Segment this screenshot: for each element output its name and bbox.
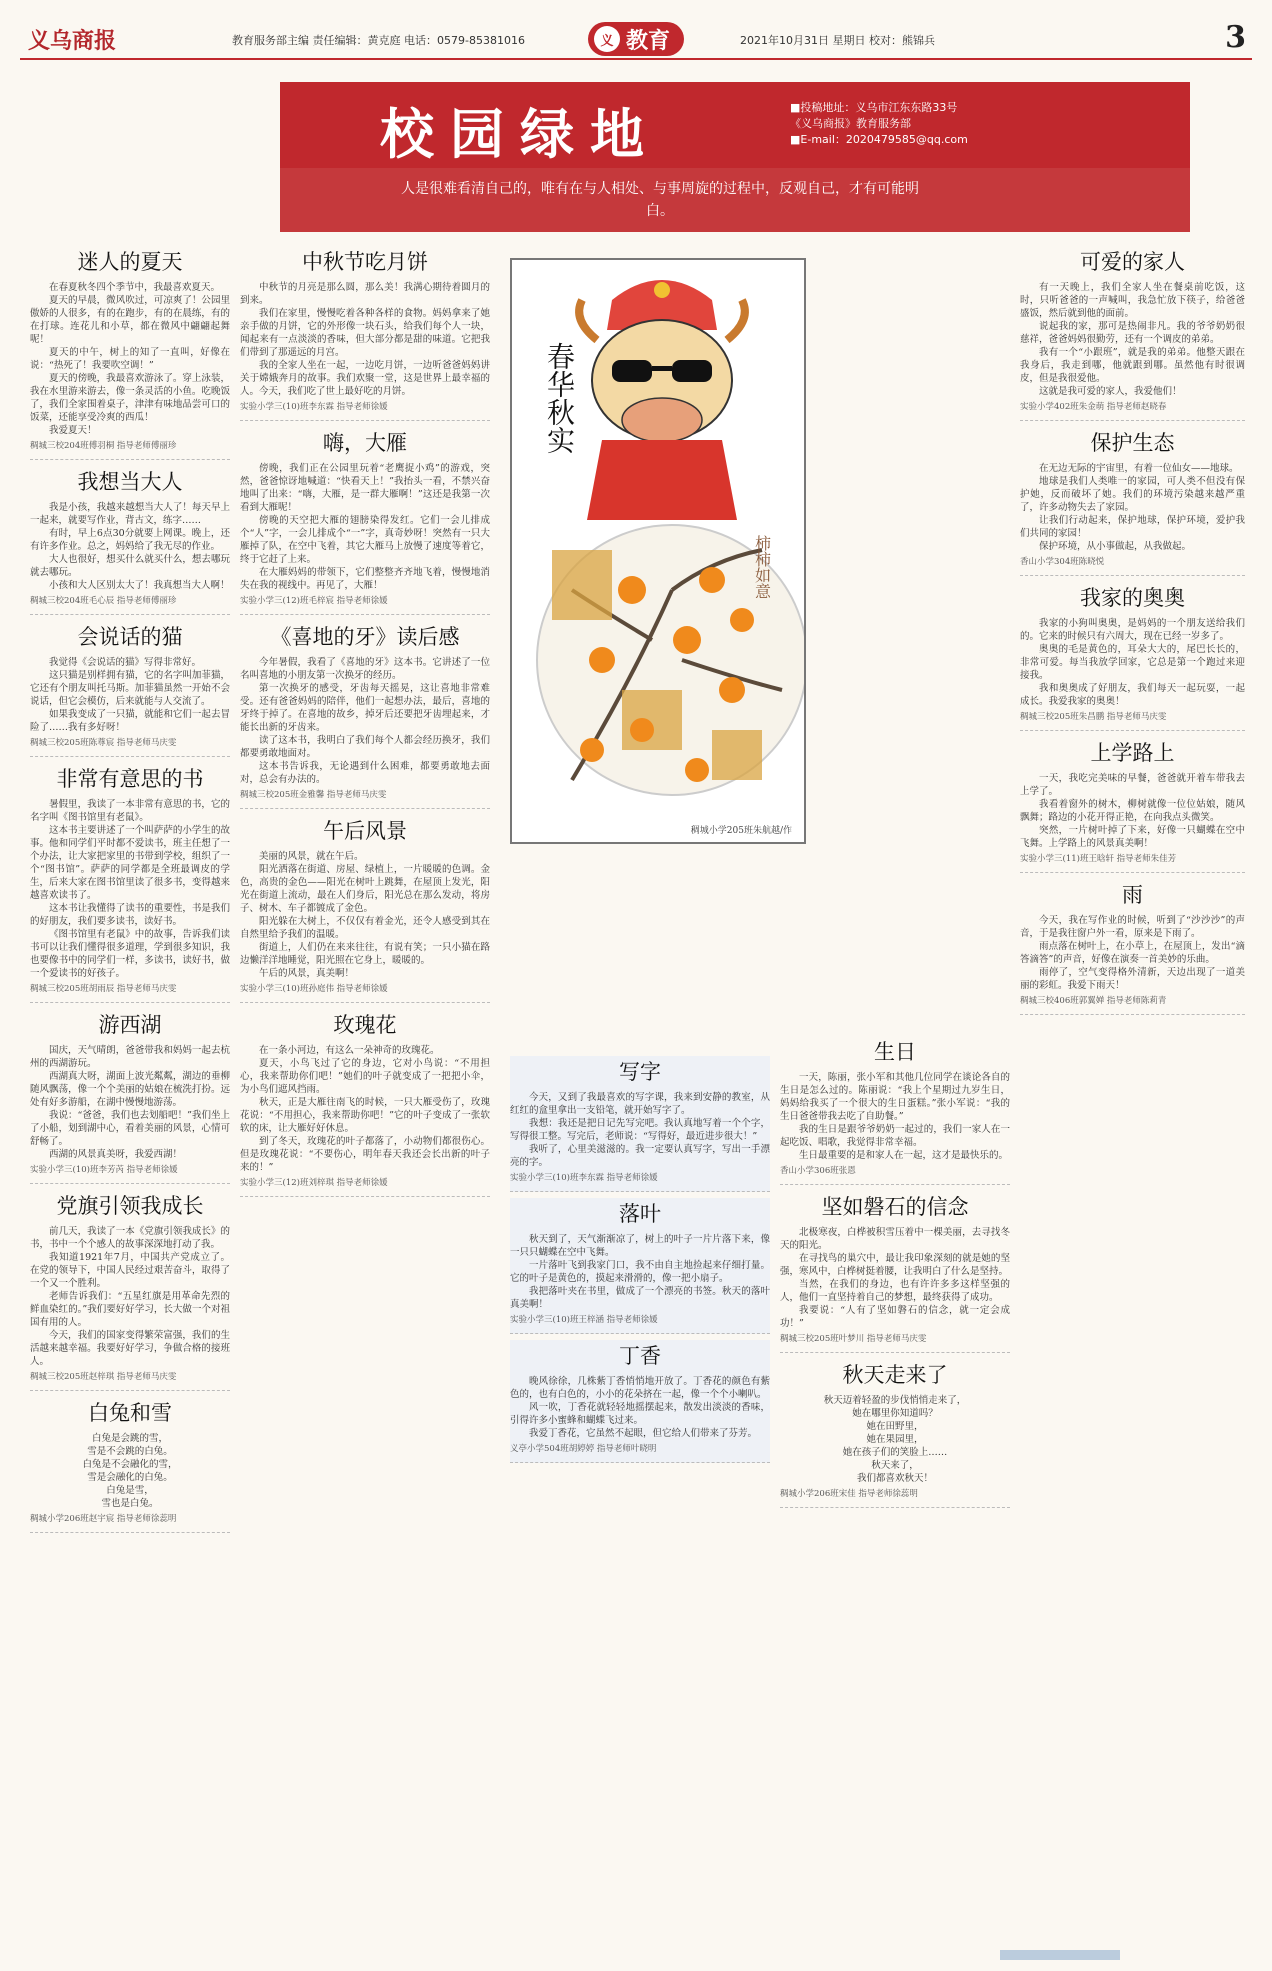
column-3 <box>510 1050 770 1469</box>
article-title: 迷人的夏天 <box>77 250 183 274</box>
article-b4 <box>240 815 490 1003</box>
article-byline: 实验小学402班朱金萌 指导老师赵晓春 <box>1020 402 1167 412</box>
page-header <box>20 20 1252 60</box>
article-title: 可爱的家人 <box>1080 250 1185 274</box>
article-c3 <box>510 1340 770 1463</box>
article-byline: 实验小学三(10)班李东霖 指导老师徐媛 <box>240 402 388 412</box>
section-badge <box>588 22 684 56</box>
paper-name: 义乌商报 <box>28 28 117 54</box>
article-paragraph: 在大雁妈妈的带领下，它们整整齐齐地飞着，慢慢地消失在我的视线中。再见了，大雁！ <box>240 567 490 591</box>
article-paragraph: 我想：我还是把日记先写完吧。我认真地写着一个个字，写得很工整。写完后，老师说：“写得好，最近进步很大！” <box>510 1118 770 1142</box>
article-paragraph: 我知道1921年7月，中国共产党成立了。在党的领导下，中国人民经过艰苦奋斗，取得了一个又一个胜利。 <box>30 1252 230 1289</box>
article-byline: 稠城三校204班傅羽桐 指导老师傅丽珍 <box>30 441 177 451</box>
article-paragraph: 当然，在我们的身边，也有许许多多这样坚强的人，他们一直坚持着自己的梦想，最终获得了成功。 <box>780 1279 1010 1303</box>
article-a4 <box>30 763 230 1003</box>
article-paragraph: 夏天的早晨，微风吹过，可凉爽了！公园里傲娇的人很多，有的在跑步，有的在晨练，有的在打球。连花儿和小草，都在微风中翩翩起舞呢！ <box>30 295 230 345</box>
article-title: 会说话的猫 <box>77 625 183 649</box>
article-byline: 稠城三校205班叶梦川 指导老师马庆雯 <box>780 1334 927 1344</box>
article-title: 上学路上 <box>1090 741 1175 765</box>
article-title: 生日 <box>874 1040 916 1064</box>
article-title: 秋天走来了 <box>842 1363 948 1387</box>
illustration-title: 春华秋实 <box>543 342 576 454</box>
article-byline: 稠城三校205班朱昌鹏 指导老师马庆雯 <box>1020 712 1167 722</box>
article-paragraph: 有一天晚上，我们全家人坐在餐桌前吃饭，这时，只听爸爸的一声喊叫，我急忙放下筷子，给爸爸盛饭，然后就到他的面前。 <box>1020 282 1245 319</box>
article-byline: 实验小学三(10)班王梓涵 指导老师徐媛 <box>510 1315 658 1325</box>
article-byline: 稠城小学206班赵宇宸 指导老师徐蕊明 <box>30 1514 177 1524</box>
column-4 <box>780 1030 1010 1514</box>
article-paragraph: 一片落叶飞到我家门口，我不由自主地捡起来仔细打量。它的叶子是黄色的，摸起来滑滑的，像一把小扇子。 <box>510 1260 770 1284</box>
article-paragraph: 老师告诉我们：“五星红旗是用革命先烈的鲜血染红的。”我们要好好学习，长大做一个对祖国有用的人。 <box>30 1291 230 1328</box>
article-paragraph: 这本书让我懂得了读书的重要性，书是我们的好朋友，我们要多读书，读好书。 <box>30 903 230 927</box>
article-paragraph: 一天，我吃完美味的早餐，爸爸就开着车带我去上学了。 <box>1020 773 1245 797</box>
illustration-panel <box>510 258 806 844</box>
article-paragraph: 我说：“爸爸，我们也去划船吧！”我们坐上了小船，划到湖中心，看着美丽的风景，心情可舒畅了。 <box>30 1110 230 1147</box>
article-paragraph: 晚风徐徐，几株紫丁香悄悄地开放了。丁香花的颜色有紫色的，也有白色的，小小的花朵挤在一起，像一个个小喇叭。 <box>510 1376 770 1400</box>
article-paragraph: 我把落叶夹在书里，做成了一个漂亮的书签。秋天的落叶真美啊！ <box>510 1286 770 1310</box>
article-title: 保护生态 <box>1090 431 1175 455</box>
article-title: 玫瑰花 <box>333 1013 397 1037</box>
article-byline: 实验小学三(10)班李东霖 指导老师徐媛 <box>510 1173 658 1183</box>
article-paragraph: 我觉得《会说话的猫》写得非常好。 <box>49 657 202 668</box>
article-paragraph: 地球是我们人类唯一的家园，可人类不但没有保护她，反而破坏了她。我们的环境污染越来越严重了，许多动物失去了家园。 <box>1020 476 1245 513</box>
article-e4 <box>1020 737 1245 873</box>
article-paragraph: 小孩和大人区别太大了！我真想当大人啊！ <box>49 580 230 591</box>
article-paragraph: 说起我的家，那可是热闹非凡。我的爷爷奶奶很慈祥，爸爸妈妈很勤劳，还有一个调皮的弟弟。 <box>1020 321 1245 345</box>
article-title: 嗨，大雁 <box>323 431 407 455</box>
article-title: 我想当大人 <box>77 470 183 494</box>
article-paragraph: 这本书主要讲述了一个叫萨萨的小学生的故事。他和同学们平时都不爱读书，班主任想了一个办法，让大家把家里的书带到学校，组织了一个“图书馆”。萨萨的同学都是全班最调皮的学生，后来大家在图书馆里读了很多书，变得越来越喜欢读书了。 <box>30 825 230 901</box>
article-paragraph: 雪也是白兔。 <box>101 1498 159 1509</box>
article-paragraph: 阳光洒落在街道、房屋、绿植上，一片暖暖的色调。金色，高贵的金色——阳光在树叶上跳舞，在屋顶上发光，阳光在街道上流动，最在人们身后，阳光总在那么发动，将房子、树木、车子都镀成了金色。 <box>240 864 490 914</box>
article-byline: 稠城小学206班宋佳 指导老师徐蕊明 <box>780 1489 918 1499</box>
article-title: 党旗引领我成长 <box>56 1194 204 1218</box>
article-paragraph: 奥奥的毛是黄色的，耳朵大大的，尾巴长长的，非常可爱。每当我放学回家，它总是第一个跑过来迎接我。 <box>1020 644 1245 681</box>
article-paragraph: 这只猫是别样拥有猫，它的名字叫加菲猫，它还有个朋友叫托马斯。加菲猫虽然一开始不会说话，但它会模仿，后来就能与人交流了。 <box>30 670 230 707</box>
section-label: 教育 <box>626 28 671 54</box>
column-5 <box>1020 240 1245 1021</box>
article-paragraph: 我是小孩，我越来越想当大人了！每天早上一起来，就要写作业，背古文，练字…… <box>30 502 230 526</box>
article-paragraph: 她在田野里， <box>866 1421 924 1432</box>
article-paragraph: 秋天来了， <box>871 1460 919 1471</box>
article-paragraph: 雪是不会跳的白兔。 <box>87 1446 173 1457</box>
article-paragraph: 她在孩子们的笑脸上…… <box>842 1447 948 1458</box>
article-paragraph: 我的全家人坐在一起，一边吃月饼，一边听爸爸妈妈讲关于嫦娥奔月的故事。我们欢聚一堂，这是世界上最幸福的人。今天，我们吃了世上最好吃的月饼。 <box>240 360 490 397</box>
article-paragraph: 夏天的傍晚，我最喜欢游泳了。穿上泳装，我在水里游来游去，像一条灵活的小鱼。吃晚饭了，我们全家围着桌子，津津有味地品尝可口的饭菜，还能享受冷爽的西瓜！ <box>30 373 230 423</box>
article-paragraph: 白兔是会跳的雪， <box>91 1433 168 1444</box>
article-paragraph: 我要说：“人有了坚如磐石的信念，就一定会成功！” <box>780 1305 1010 1329</box>
article-b2 <box>240 427 490 615</box>
article-paragraph: 前几天，我读了一本《党旗引领我成长》的书，书中一个个感人的故事深深地打动了我。 <box>30 1226 230 1250</box>
article-title: 我家的奥奥 <box>1080 586 1185 610</box>
article-paragraph: 中秋节的月亮是那么圆，那么美！我满心期待着圆月的到来。 <box>240 282 490 306</box>
article-byline: 实验小学三(10)班孙庭伟 指导老师徐媛 <box>240 984 388 994</box>
article-paragraph: 秋天到了，天气渐渐凉了，树上的叶子一片片落下来，像一只只蝴蝶在空中飞舞。 <box>510 1234 770 1258</box>
article-paragraph: 西湖真大呀，湖面上波光粼粼，湖边的垂柳随风飘荡，像一个个美丽的姑娘在梳洗打扮。远处有好多游船，在湖中慢慢地游荡。 <box>30 1071 230 1108</box>
article-paragraph: 阳光躲在大树上，不仅仅有着金光，还令人感受到其在自然里给予我们的温暖。 <box>240 916 490 940</box>
article-paragraph: 我和奥奥成了好朋友，我们每天一起玩耍，一起成长。我爱我家的奥奥！ <box>1020 683 1245 707</box>
article-paragraph: 街道上，人们仍在来来往往，有说有笑；一只小猫在路边懒洋洋地睡觉，阳光照在它身上，暖暖的。 <box>240 942 490 966</box>
article-paragraph: 生日最重要的是和家人在一起，这才是最快乐的。 <box>799 1150 1009 1161</box>
article-byline: 实验小学三(12)班毛梓宸 指导老师徐媛 <box>240 596 388 606</box>
article-title: 午后风景 <box>323 819 407 843</box>
article-e2 <box>1020 427 1245 576</box>
editor-info: 教育服务部主编 责任编辑：黄克庭 电话：0579-85381016 <box>232 34 525 47</box>
article-paragraph: 她在果园里， <box>866 1434 924 1445</box>
column-title: 校园绿地 <box>380 103 660 166</box>
article-byline: 稠城三校205班金雅馨 指导老师马庆雯 <box>240 790 387 800</box>
article-byline: 香山小学304班陈晓悦 <box>1020 557 1105 567</box>
article-paragraph: 如果我变成了一只猫，就能和它们一起去冒险了……我有多好呀！ <box>30 709 230 733</box>
article-a5 <box>30 1009 230 1184</box>
article-paragraph: 我爱丁香花，它虽然不起眼，但它给人们带来了芬芳。 <box>529 1428 758 1439</box>
article-e5 <box>1020 879 1245 1015</box>
article-paragraph: 北极寒夜，白桦被积雪压着中一棵美丽，去寻找冬天的阳光。 <box>780 1227 1010 1251</box>
article-paragraph: 风一吹，丁香花就轻轻地摇摆起来，散发出淡淡的香味，引得许多小蜜蜂和蝴蝶飞过来。 <box>510 1402 770 1426</box>
motto: 人是很难看清自己的，唯有在与人相处、与事周旋的过程中，反观自己，才有可能明白。 <box>401 181 919 219</box>
article-paragraph: 雪是会融化的白兔。 <box>87 1472 173 1483</box>
article-byline: 义亭小学504班胡婷婷 指导老师叶晓明 <box>510 1444 657 1454</box>
article-paragraph: 在寻找鸟的巢穴中，最让我印象深刻的就是她的坚强，寒风中，白桦树挺着腰，让我明白了什么是坚持。 <box>780 1253 1010 1277</box>
article-title: 雨 <box>1122 883 1143 907</box>
article-paragraph: 暑假里，我读了一本非常有意思的书，它的名字叫《图书馆里有老鼠》。 <box>30 799 230 823</box>
article-paragraph: 这就是我可爱的家人，我爱他们！ <box>1039 386 1182 397</box>
article-b5 <box>240 1009 490 1197</box>
article-title: 游西湖 <box>98 1013 162 1037</box>
article-title: 《喜地的牙》读后感 <box>270 625 460 649</box>
article-byline: 香山小学306班张恩 <box>780 1166 856 1176</box>
article-byline: 实验小学三(10)班李芳芮 指导老师徐媛 <box>30 1165 178 1175</box>
column-2 <box>240 240 490 1203</box>
article-paragraph: 白兔是雪， <box>106 1485 154 1496</box>
article-a7 <box>30 1397 230 1533</box>
article-paragraph: 《图书馆里有老鼠》中的故事，告诉我们读书可以让我们懂得很多道理，学到很多知识，我也要像书中的同学们一样，多读书，读好书，做一个爱读书的好孩子。 <box>30 929 230 979</box>
article-paragraph: 夏天，小鸟飞过了它的身边，它对小鸟说：“不用担心，我来帮助你们吧！”她们的叶子就变成了一把把小伞，为小鸟们遮风挡雨。 <box>240 1058 490 1095</box>
article-e1 <box>1020 246 1245 421</box>
article-paragraph: 她在哪里你知道吗？ <box>852 1408 938 1419</box>
column-banner <box>280 82 1190 232</box>
article-paragraph: 白兔是不会融化的雪， <box>82 1459 178 1470</box>
article-paragraph: 我听了，心里美滋滋的。我一定要认真写字，写出一手漂亮的字。 <box>510 1144 770 1168</box>
article-e3 <box>1020 582 1245 731</box>
article-byline: 实验小学三(12)班刘梓琪 指导老师徐媛 <box>240 1178 388 1188</box>
article-paragraph: 有时，早上6点30分就要上网课。晚上，还有许多作业。总之，妈妈给了我无尽的作业。 <box>30 528 230 552</box>
article-paragraph: 我的生日是跟爷爷奶奶一起过的，我们一家人在一起吃饭、唱歌，我觉得非常幸福。 <box>780 1124 1010 1148</box>
illustration-caption: 稠城小学205班朱航越/作 <box>690 826 792 836</box>
article-d1 <box>780 1036 1010 1185</box>
article-byline: 实验小学三(11)班王晗轩 指导老师朱佳芳 <box>1020 854 1177 864</box>
article-byline: 稠城三校204班毛心辰 指导老师傅丽珍 <box>30 596 177 606</box>
footer-mark <box>1000 1950 1120 1960</box>
article-paragraph: 夏天的中午，树上的知了一直叫，好像在说：“热死了！我要吹空调！” <box>30 347 230 371</box>
article-title: 非常有意思的书 <box>56 767 204 791</box>
article-paragraph: 今年暑假，我看了《喜地的牙》这本书。它讲述了一位名叫喜地的小朋友第一次换牙的经历。 <box>240 657 490 681</box>
article-paragraph: 这本书告诉我，无论遇到什么困难，都要勇敢地去面对，总会有办法的。 <box>240 761 490 785</box>
article-c1 <box>510 1056 770 1192</box>
article-paragraph: 在一条小河边，有这么一朵神奇的玫瑰花。 <box>259 1045 440 1056</box>
newspaper-logo-icon: 义 <box>594 26 620 52</box>
article-paragraph: 在无边无际的宇宙里，有着一位仙女——地球。 <box>1039 463 1239 474</box>
column-1 <box>30 240 230 1539</box>
article-b1 <box>240 246 490 421</box>
article-a2 <box>30 466 230 615</box>
article-paragraph: 保护环境，从小事做起，从我做起。 <box>1039 541 1192 552</box>
article-byline: 稠城三校205班胡雨辰 指导老师马庆雯 <box>30 984 177 994</box>
article-d2 <box>780 1191 1010 1353</box>
article-paragraph: 读了这本书，我明白了我们每个人都会经历换牙，我们都要勇敢地面对。 <box>240 735 490 759</box>
article-paragraph: 雨点落在树叶上，在小草上，在屋顶上，发出“滴答滴答”的声音，好像在演奏一首美妙的乐曲。 <box>1020 941 1245 965</box>
date-info: 2021年10月31日 星期日 校对：熊锦兵 <box>740 34 935 47</box>
article-paragraph: 突然，一片树叶掉了下来，好像一只蝴蝶在空中飞舞。上学路上的风景真美啊！ <box>1020 825 1245 849</box>
calligraphy-text: 柿柿如意 <box>752 535 772 599</box>
article-byline: 稠城三校406班郭翼婵 指导老师陈莉青 <box>1020 996 1167 1006</box>
article-paragraph: 我们在家里，慢慢吃着各种各样的食物。妈妈拿来了她亲手做的月饼，它的外形像一块石头，给我们每个人一块，闻起来有一点淡淡的香味，但大部分都是甜的味道。它把我们带到了那遥远的月宫。 <box>240 308 490 358</box>
article-paragraph: 我看着窗外的树木，柳树就像一位位姑娘，随风飘舞；路边的小花开得正艳，在向我点头微笑。 <box>1020 799 1245 823</box>
article-paragraph: 一天，陈丽，张小军和其他几位同学在谈论各自的生日是怎么过的。陈丽说：“我上个星期过九岁生日，妈妈给我买了一个很大的生日蛋糕。”张小军说：“我的生日爸爸带我去吃了自助餐。” <box>780 1072 1010 1122</box>
article-paragraph: 到了冬天，玫瑰花的叶子都落了，小动物们都很伤心。但是玫瑰花说：“不要伤心，明年春天我还会长出新的叶子来的！” <box>240 1136 490 1173</box>
article-d3 <box>780 1359 1010 1508</box>
article-title: 中秋节吃月饼 <box>302 250 428 274</box>
article-c2 <box>510 1198 770 1334</box>
article-paragraph: 午后的风景，真美啊！ <box>259 968 355 979</box>
article-paragraph: 傍晚的天空把大雁的翅膀染得发红。它们一会儿排成个“人”字，一会儿排成个“一”字，真奇妙呀！突然有一只大雁掉了队，在空中飞着，其它大雁马上放慢了速度等着它，终于它赶了上来。 <box>240 515 490 565</box>
article-paragraph: 在春夏秋冬四个季节中，我最喜欢夏天。 <box>49 282 221 293</box>
article-paragraph: 第一次换牙的感受，牙齿每天摇晃，这让喜地非常难受。还有爸爸妈妈的陪伴，他们一起想办法，最后，喜地的牙终于掉了。在喜地的故乡，掉牙后还要把牙齿埋起来，才能长出新的牙齿来。 <box>240 683 490 733</box>
article-paragraph: 西湖的风景真美呀，我爱西湖！ <box>49 1149 183 1160</box>
article-paragraph: 大人也很好，想买什么就买什么，想去哪玩就去哪玩。 <box>30 554 230 578</box>
article-paragraph: 雨停了，空气变得格外清新，天边出现了一道美丽的彩虹。我爱下雨天！ <box>1020 967 1245 991</box>
article-paragraph: 我有一个“小跟班”，就是我的弟弟。他整天跟在我身后，我走到哪，他就跟到哪。虽然他有时很调皮，但是我很爱他。 <box>1020 347 1245 384</box>
article-title: 白兔和雪 <box>88 1401 172 1425</box>
article-paragraph: 秋天迈着轻盈的步伐悄悄走来了， <box>823 1395 967 1406</box>
article-title: 写字 <box>619 1060 661 1084</box>
page-number: 3 <box>1225 20 1246 55</box>
article-paragraph: 我家的小狗叫奥奥，是妈妈的一个朋友送给我们的。它来的时候只有六周大，现在已经一岁多了。 <box>1020 618 1245 642</box>
article-paragraph: 我爱夏天！ <box>49 425 97 436</box>
article-paragraph: 今天，我在写作业的时候，听到了“沙沙沙”的声音，于是我往窗户外一看，原来是下雨了。 <box>1020 915 1245 939</box>
article-byline: 稠城三校205班赵梓琪 指导老师马庆雯 <box>30 1372 177 1382</box>
contact-info: ■投稿地址：义乌市江东东路33号 《义乌商报》教育服务部 ■E-mail：2020479585@qq.com <box>790 101 968 146</box>
article-paragraph: 国庆，天气晴朗，爸爸带我和妈妈一起去杭州的西湖游玩。 <box>30 1045 230 1069</box>
article-paragraph: 秋天，正是大雁往南飞的时候，一只大雁受伤了，玫瑰花说：“不用担心，我来帮助你吧！”它的叶子变成了一张软软的床，让大雁好好休息。 <box>240 1097 490 1134</box>
article-title: 坚如磐石的信念 <box>821 1195 969 1219</box>
article-paragraph: 今天，我们的国家变得繁荣富强，我们的生活越来越幸福。我要好好学习，争做合格的接班人。 <box>30 1330 230 1367</box>
article-paragraph: 我们都喜欢秋天！ <box>856 1473 933 1484</box>
article-b3 <box>240 621 490 809</box>
article-a3 <box>30 621 230 757</box>
article-a6 <box>30 1190 230 1391</box>
article-title: 丁香 <box>619 1344 661 1368</box>
article-paragraph: 傍晚，我们正在公园里玩着“老鹰捉小鸡”的游戏，突然，爸爸惊讶地喊道：“快看天上！”我抬头一看，不禁兴奋地叫了出来：“嗨，大雁，是一群大雁啊！”这还是我第一次看到大雁呢！ <box>240 463 490 513</box>
article-title: 落叶 <box>619 1202 661 1226</box>
article-a1 <box>30 246 230 460</box>
article-byline: 稠城三校205班陈尊宸 指导老师马庆雯 <box>30 738 177 748</box>
article-paragraph: 今天，又到了我最喜欢的写字课，我来到安静的教室，从红红的盒里拿出一支铅笔，就开始写字了。 <box>510 1092 770 1116</box>
article-paragraph: 让我们行动起来，保护地球，保护环境，爱护我们共同的家园！ <box>1020 515 1245 539</box>
article-paragraph: 美丽的风景，就在午后。 <box>259 851 364 862</box>
